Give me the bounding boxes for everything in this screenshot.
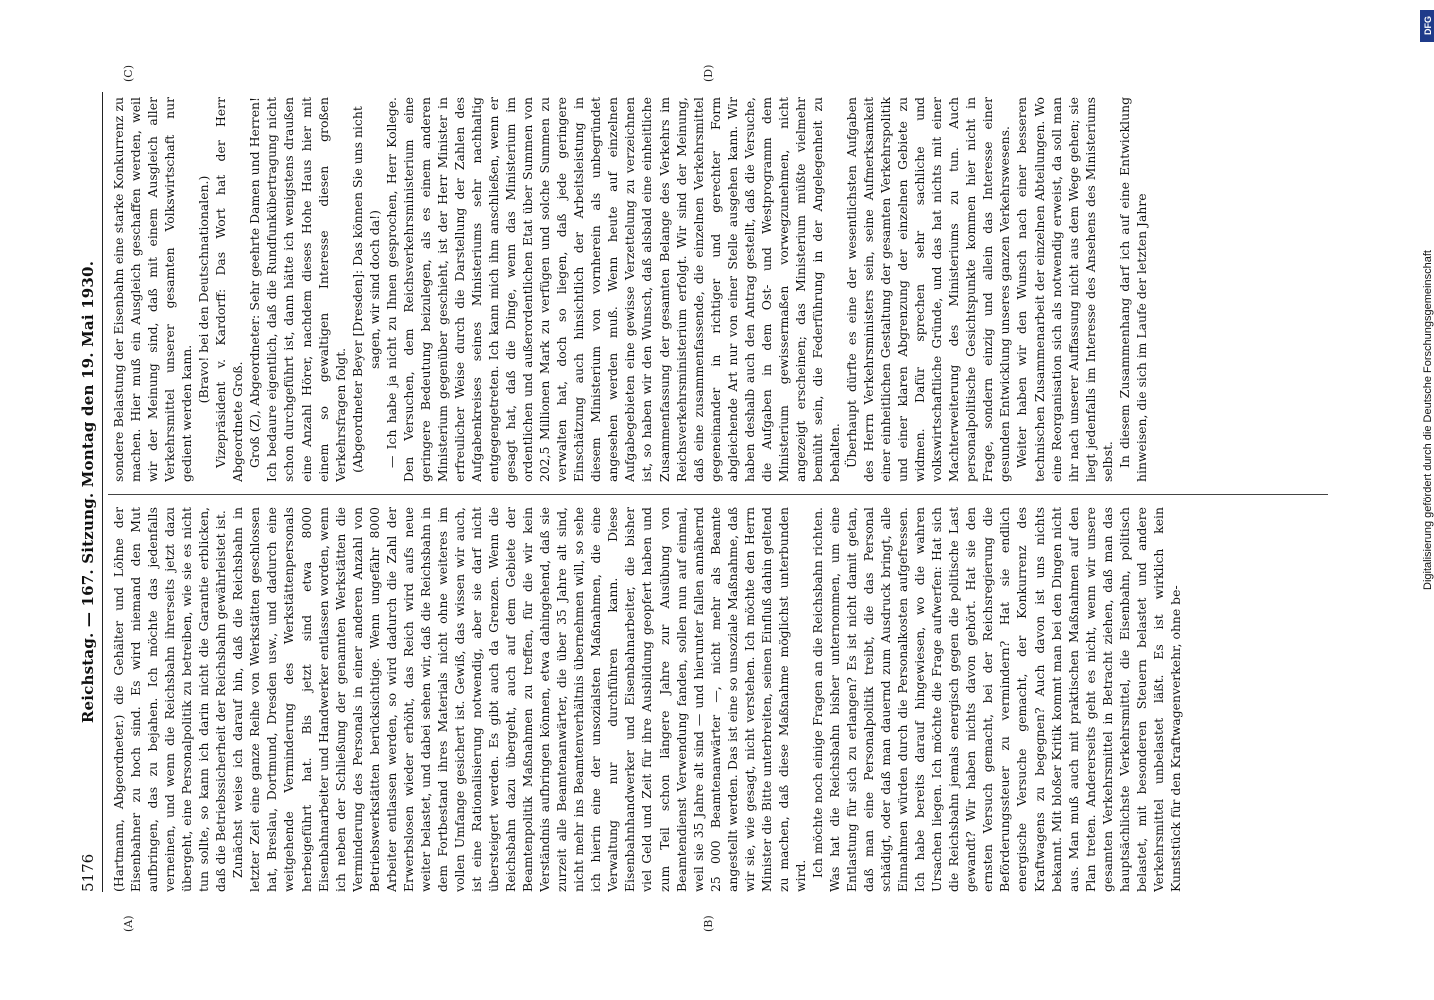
digitization-credit-text: Digitalisierung gefördert durch die Deutsche Forschungsgemeinschaft xyxy=(1422,250,1434,590)
paragraph: Weiter haben wir den Wunsch nach einer besseren technischen Zusammenarbeit der einzelnen Abteilungen. Wo eine Reorganisation sich als notwendig erweist, da soll man ihr nach unserer Auffassung nicht aus dem Wege gehen; sie liegt jedenfalls im Interesse des Ansehens des Ministeriums selbst. xyxy=(1014,97,1115,482)
paragraph: Groß (Z), Abgeordneter: Sehr geehrte Damen und Herren! Ich bedaure eigentlich, daß die Rundfunkübertragung nicht schon durchgeführt ist, dann hätte ich wenigstens draußen eine Anzahl Hörer, nachdem dieses Hohe Haus hier mit einem so gewaltigen Interesse diesen großen Verkehrsfragen folgt. xyxy=(247,97,348,482)
page-number: 5176 xyxy=(79,853,97,892)
paragraph: — Ich habe ja nicht zu Ihnen gesprochen, Herr Kollege. Den Versuchen, dem Reichsverkehrsministerium eine geringere Bedeutung beizulegen, als es einem anderen Ministerium gegenüber geschieht, ist der Herr Minister in erfreulicher Weise durch die Darstellung der Zahlen des Aufgabenkreises seines Ministeriums sehr nachhaltig entgegengetreten. Ich kann mich ihm anschließen, wenn er gesagt hat, daß die Dinge, wenn das Ministerium im ordentlichen und außerordentlichen Etat über Summen von 202,5 Millionen Mark zu verfügen und solche Summen zu verwalten hat, doch so liegen, daß jede geringere Einschätzung auch hinsichtlich der Arbeitsleistung in diesem Ministerium von vornherein als unbegründet angesehen werden muß. Wenn heute auf einzelnen Aufgabegebieten eine gewisse Verzettelung zu verzeichnen ist, so haben wir den Wunsch, daß alsbald eine einheitliche Zusammenfassung der gesamten Belange des Verkehrs im Reichsverkehrsministerium erfolgt. Wir sind der Meinung, daß eine zusammenfassende, die einzelnen Verkehrsmittel gegeneinander in richtiger und gerechter Form abgleichende Art nur von einer Stelle ausgehen kann. Wir haben deshalb auch den Antrag gestellt, daß die Versuche, die Aufgaben in dem Ost- und Westprogramm dem Ministerium gewissermaßen vorwegzunehmen, nicht angezeigt erscheinen; das Ministerium müßte vielmehr bemüht sein, die Federführung in der Angelegenheit zu behalten. xyxy=(383,97,842,482)
paragraph: Ich möchte noch einige Fragen an die Reichsbahn richten. Was hat die Reichsbahn bisher unternommen, um eine Entlastung für sich zu erlangen? Es ist nicht damit getan, daß man eine Personalpolitik treibt, die das Personal schädigt, oder daß man dauernd zum Ausdruck bringt, alle Einnahmen würden durch die Personalkosten aufgefressen. Ich habe bereits darauf hingewiesen, wo die wahren Ursachen liegen. Ich möchte die Frage aufwerfen: Hat sich die Reichsbahn jemals energisch gegen die politische Last gewandt? Wir haben nichts davon gehört. Hat sie den ernsten Versuch gemacht, bei der Reichsregierung die Beförderungssteuer zu vermindern? Hat sie endlich energische Versuche gemacht, der Konkurrenz des Kraftwagens zu begegnen? Auch davon ist uns nichts bekannt. Mit bloßer Kritik kommt man bei den Dingen nicht aus. Man muß auch mit praktischen Maßnahmen auf den Plan treten. Andererseits geht es nicht, wenn wir unsere gesamten Verkehrsmittel in Betracht ziehen, daß man das hauptsächlichste Verkehrsmittel, die Eisenbahn, politisch belastet, mit besonderen Steuern belastet und andere Verkehrsmittel unbelastet läßt. Es ist wirklich kein Kunststück für den Kraftwagenverkehr, ohne be- xyxy=(809,507,1183,892)
dfg-logo: DFG xyxy=(1420,10,1434,42)
paragraph: (Hartmann, Abgeordneter.) die Gehälter und Löhne der Eisenbahner zu hoch sind. Es wird niemand den Mut aufbringen, das zu bejahen. Ich möchte das jedenfalls verneinen, und wenn die Reichsbahn ihrerseits jetzt dazu übergeht, eine Personalpolitik zu betreiben, wie sie es nicht tun sollte, so kann ich darin nicht die Garantie erblicken, daß die Betriebssicherheit der Reichsbahn gewährleistet ist. xyxy=(111,507,229,892)
paragraph: sondere Belastung der Eisenbahn eine starke Konkurrenz zu machen. Hier muß ein Ausgleich geschaffen werden, weil wir der Meinung sind, daß mit einem Ausgleich aller Verkehrsmittel unserer gesamten Volkswirtschaft nur gedient werden kann. xyxy=(111,97,195,482)
interjection: (Bravo! bei den Deutschnationalen.) xyxy=(196,175,212,404)
left-text-column xyxy=(110,507,1330,892)
page-header xyxy=(80,92,103,892)
rotated-document-page xyxy=(79,64,1330,932)
margin-marker-d: (D) xyxy=(702,64,715,82)
session-title: Reichstag. — 167. Sitzung. Montag den 19. Mai 1930. xyxy=(79,260,97,724)
interjection: (Abgeordneter Beyer [Dresden]: Das können Sie uns nicht sagen, wir sind doch da!) xyxy=(349,106,382,473)
dfg-credit xyxy=(1418,6,1434,996)
margin-marker-b: (B) xyxy=(702,915,715,932)
margin-marker-c: (C) xyxy=(122,65,135,82)
paragraph: Vizepräsident v. Kardorff: Das Wort hat der Herr Abgeordnete Groß. xyxy=(213,97,246,482)
margin-marker-a: (A) xyxy=(122,915,135,932)
column-divider xyxy=(108,494,1328,495)
paragraph: In diesem Zusammenhang darf ich auf eine Entwicklung hinweisen, die sich im Laufe der letzten Jahre xyxy=(1116,97,1149,482)
paragraph: Zunächst weise ich darauf hin, daß die Reichsbahn in letzter Zeit eine ganze Reihe von Werkstätten geschlossen hat, Breslau, Dortmund, Dresden usw., und dadurch eine weitgehende Verminderung des Werkstättenpersonals herbeigeführt hat. Bis jetzt sind etwa 8000 Eisenbahnarbeiter und Handwerker entlassen worden, wenn ich neben der Schließung der genannten Werkstätten die Verminderung des Personals in einer anderen Anzahl von Betriebswerkstätten berücksichtige. Wenn ungefähr 8000 Arbeiter entlassen werden, so wird dadurch die Zahl der Erwerbslosen wieder erhöht, das Reich wird aufs neue weiter belastet, und dabei sehen wir, daß die Reichsbahn in dem Fortbestand ihres Materials nicht ohne weiteres im vollen Umfange gesichert ist. Gewiß, das wissen wir auch, ist eine Rationalisierung notwendig, aber sie darf nicht übersteigert werden. Es gibt auch da Grenzen. Wenn die Reichsbahn dazu übergeht, auch auf dem Gebiete der Beamtenpolitik Maßnahmen zu treffen, für die wir kein Verständnis aufbringen können, etwa dahingehend, daß sie zurzeit alle Beamtenanwärter, die über 35 Jahre alt sind, nicht mehr ins Beamtenverhältnis übernehmen will, so sehe ich hierin eine der unsozialsten Maßnahmen, die eine Verwaltung nur durchführen kann. Diese Eisenbahnhandwerker und Eisenbahnarbeiter, die bisher viel Geld und Zeit für ihre Ausbildung geopfert haben und zum Teil schon längere Jahre zur Ausübung von Beamtendienst Verwendung fanden, sollen nun auf einmal, weil sie 35 Jahre alt sind — und hierunter fallen annähernd 25 000 Beamtenanwärter —, nicht mehr als Beamte angestellt werden. Das ist eine so unsoziale Maßnahme, daß wir sie, wie gesagt, nicht verstehen. Ich möchte den Herrn Minister die Bitte unterbreiten, seinen Einfluß dahin geltend zu machen, daß diese Maßnahme möglichst unterbunden wird. xyxy=(230,507,808,892)
right-text-column xyxy=(110,97,1330,482)
paragraph: Überhaupt dürfte es eine der wesentlichsten Aufgaben des Herrn Verkehrsministers sein, seine Aufmerksamkeit einer einheitlichen Gestaltung der gesamten Verkehrspolitik und einer klaren Abgrenzung der einzelnen Gebiete zu widmen. Dafür sprechen sehr sachliche und volkswirtschaftliche Gründe, und das hat nichts mit einer Machterweiterung des Ministeriums zu tun. Auch personalpolitische Gesichtspunkte kommen hier nicht in Frage, sondern einzig und allein das Interesse einer gesunden Entwicklung unseres ganzen Verkehrswesens. xyxy=(844,97,1013,482)
